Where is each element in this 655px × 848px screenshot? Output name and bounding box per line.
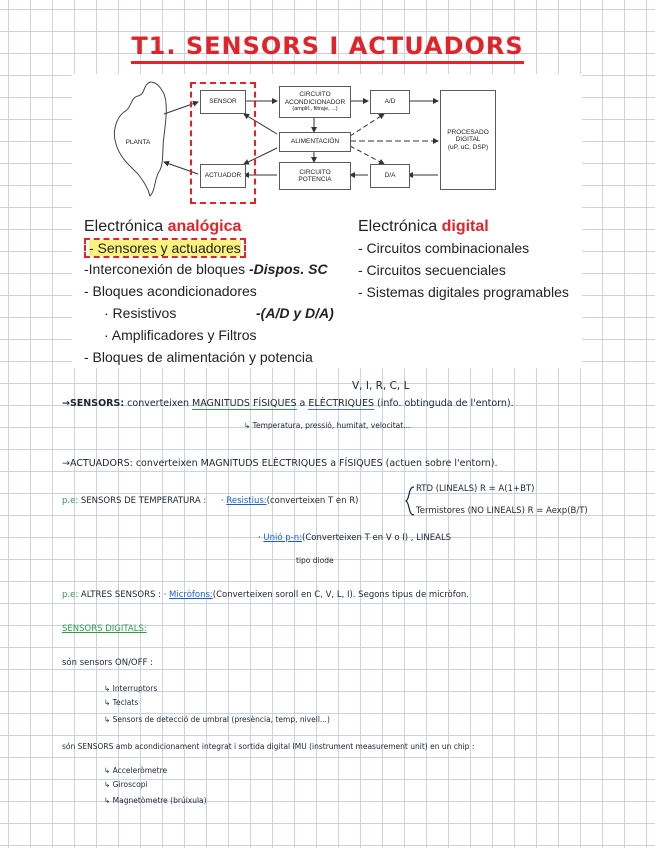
digital-heading: Electrónica digital bbox=[358, 218, 489, 235]
unio-line: · Unió p-n:(Converteixen T en V o I) , LINEALS bbox=[258, 533, 452, 543]
sensor-block: SENSOR bbox=[200, 90, 246, 114]
analog-item-6: - Bloques de alimentación y potencia bbox=[84, 349, 313, 365]
da-block: D/A bbox=[370, 164, 410, 188]
onoff-item-2: ↳ Teclats bbox=[104, 698, 139, 707]
temp-sensors-line: p.e: SENSORS DE TEMPERATURA : · Resistius:(converteixen T en R) bbox=[62, 496, 359, 506]
block-diagram bbox=[72, 74, 582, 204]
termistores-line: Termistores (NO LINEALS) R = Aexp(B/T) bbox=[416, 506, 588, 516]
planta-label: PLANTA bbox=[125, 139, 151, 147]
altres-sensors-line: p.e: ALTRES SENSORS : · Micròfons:(Converteixen soroll en C, V, L, I). Segons tipus de micròfon. bbox=[62, 590, 469, 600]
analog-item-5: · Amplificadores y Filtros bbox=[104, 327, 257, 343]
power-circuit-block: CIRCUITO POTENCIA bbox=[279, 162, 351, 190]
onoff-item-1: ↳ Interruptors bbox=[104, 684, 158, 693]
rtd-line: RTD (LINEALS) R = A(1+BT) bbox=[416, 484, 535, 494]
imu-item-3: ↳ Magnetòmetre (brúixula) bbox=[104, 796, 207, 805]
analog-item-1: - Sensores y actuadores bbox=[84, 238, 246, 258]
conditioner-block: CIRCUITO ACONDICIONADOR (amplif., filtraje, ...) bbox=[279, 86, 351, 118]
analog-heading: Electrónica analógica bbox=[84, 218, 242, 235]
brace-icon bbox=[404, 486, 416, 516]
digital-sensors-heading: SENSORS DIGITALS: bbox=[62, 624, 147, 634]
power-supply-block: ALIMENTACIÓN bbox=[279, 132, 351, 152]
analog-item-2: -Interconexión de bloques -Dispos. SC bbox=[84, 261, 328, 277]
vircl-note: V, I, R, C, L bbox=[352, 380, 410, 392]
onoff-item-3: ↳ Sensors de detecció de umbral (presència, temp, nivell...) bbox=[104, 715, 330, 724]
analog-item-4: · Resistivos bbox=[104, 305, 177, 321]
tipo-diode-note: tipo diode bbox=[296, 556, 334, 565]
ad-block: A/D bbox=[370, 90, 410, 114]
processor-block: PROCESADO DIGITAL (uP, uC, DSP) bbox=[440, 90, 496, 190]
slide-image bbox=[72, 74, 582, 368]
sensors-examples: ↳ Temperatura, pressió, humitat, velocitat... bbox=[244, 421, 411, 430]
adda-note: -(A/D y D/A) bbox=[256, 305, 334, 321]
sensors-line: →SENSORS: converteixen MAGNITUDS FÍSIQUES a ELÈCTRIQUES (info. obtinguda de l'entorn). bbox=[62, 398, 514, 409]
digital-item-1: - Circuitos combinacionales bbox=[358, 240, 530, 256]
digital-item-3: - Sistemas digitales programables bbox=[358, 284, 569, 300]
imu-line: són SENSORS amb acondicionament integrat i sortida digital IMU (instrument measurement unit) en un chip : bbox=[62, 742, 475, 751]
page-title: T1. SENSORS I ACTUADORS bbox=[0, 32, 655, 64]
imu-item-1: ↳ Acceleròmetre bbox=[104, 766, 168, 775]
analog-item-3: - Bloques acondicionadores bbox=[84, 283, 257, 299]
actuadors-line: →ACTUADORS: converteixen MAGNITUDS ELÈCTRIQUES a FÍSIQUES (actuen sobre l'entorn). bbox=[62, 458, 498, 469]
imu-item-2: ↳ Giroscopi bbox=[104, 780, 148, 789]
actuator-block: ACTUADOR bbox=[200, 164, 246, 188]
digital-item-2: - Circuitos secuenciales bbox=[358, 262, 506, 278]
onoff-line: són sensors ON/OFF : bbox=[62, 658, 153, 668]
